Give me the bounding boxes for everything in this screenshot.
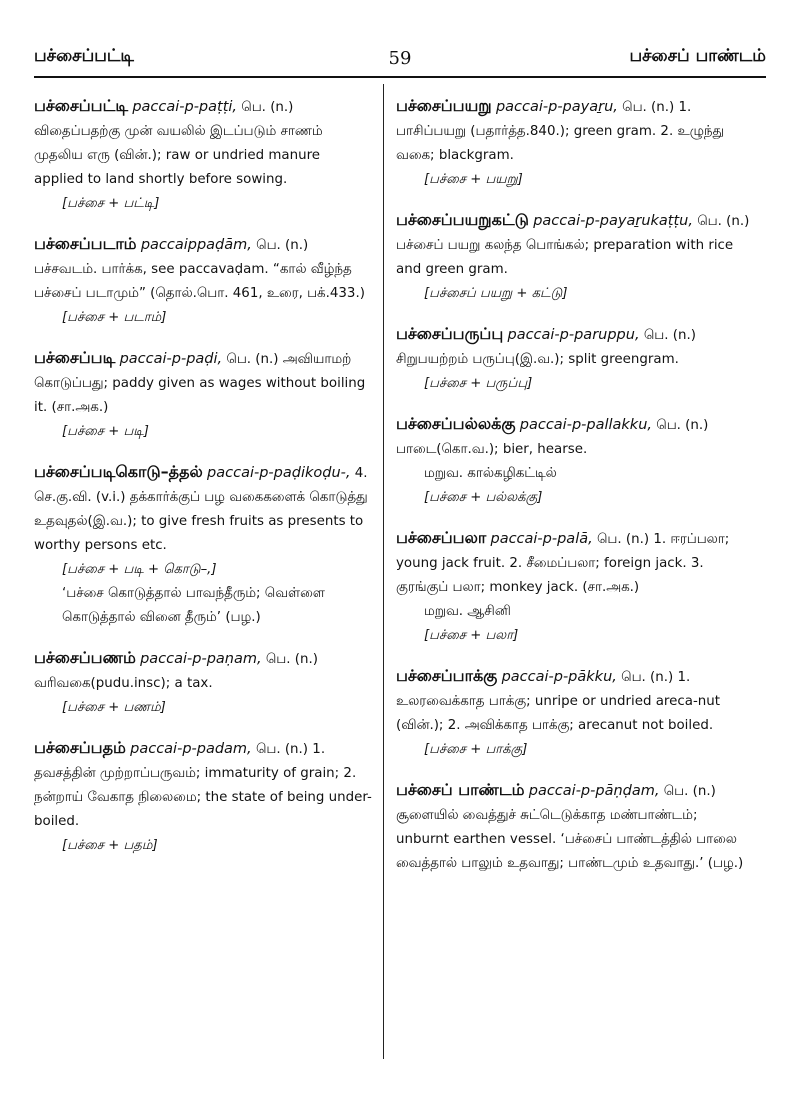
entry-etymology: [பச்சை + பருப்பு] [424, 376, 533, 391]
entry-definition: சிறுபயற்றம் பருப்பு(இ.வ.); split greengram. [396, 352, 679, 367]
left-column [34, 94, 372, 874]
entry-romanization: paccaippaḍām, [140, 237, 252, 253]
entry-etymology: [பச்சை + பல்லக்கு] [424, 490, 543, 505]
entry-romanization: paccai-p-pallakku, [519, 417, 653, 433]
entry-etymology: [பச்சை + பதம்] [62, 838, 158, 853]
page-number: 59 [388, 48, 412, 69]
dictionary-entry [34, 346, 372, 444]
entry-definition: 1. ஈரப்பலா; young jack fruit. 2. சீமைப்பலா; foreign jack. 3. குரங்குப் பலா; monkey jack. (சா.அக.) [396, 532, 730, 595]
entry-grammar: பெ. (n.) [226, 352, 279, 367]
entry-headword: பச்சைப்பாக்கு [396, 666, 498, 685]
entry-grammar: பெ. (n.) [621, 670, 674, 685]
entry-headword: பச்சைப்படாம் [34, 234, 137, 253]
page-header [34, 46, 766, 80]
entry-etymology: [பச்சை + பட்டி] [62, 196, 160, 211]
entry-grammar: பெ. (n.) [622, 100, 675, 115]
entry-proverb: ‘பச்சை கொடுத்தால் பாவந்தீரும்; வெள்ளை கொடுத்தால் வினை தீரும்’ (பழ.) [62, 586, 325, 625]
entry-definition: விதைப்பதற்கு முன் வயலில் இடப்படும் சாணம் முதலிய எரு (வின்.); raw or undried manure applied to land shortly before sowing. [34, 124, 323, 187]
entry-grammar: பெ. (n.) [596, 532, 650, 547]
dictionary-entry [396, 94, 752, 192]
dictionary-entry [396, 526, 752, 648]
entry-headword: பச்சைப்பட்டி [34, 96, 129, 115]
entry-etymology: [பச்சை + பாக்கு] [424, 742, 528, 757]
entry-definition: சூளையில் வைத்துச் சுட்டெடுக்காத மண்பாண்டம்; unburnt earthen vessel. ‘பச்சைப் பாண்டத்தில் பாலை வைத்தால் பாலும் உதவாது; பாண்டமும் உதவாது.’ (பழ.) [396, 808, 744, 871]
header-rule [34, 76, 766, 78]
entry-romanization: paccai-p-padam, [130, 741, 252, 757]
dictionary-entry [34, 232, 372, 330]
entry-headword: பச்சைப்படிகொடு–த்தல் [34, 462, 203, 481]
entry-definition: 1. தவசத்தின் முற்றாப்பருவம்; immaturity of grain; 2. நன்றாய் வேகாத நிலைமை; the state of being under-boiled. [34, 742, 372, 829]
entry-grammar: பெ. (n.) [656, 418, 709, 433]
entry-headword: பச்சைப்பயறு [396, 96, 492, 115]
entry-romanization: paccai-p-paṭṭi, [132, 99, 238, 115]
dictionary-entry [34, 646, 372, 720]
entry-definition: 1. உலரவைக்காத பாக்கு; unripe or undried areca-nut (வின்.); 2. அவிக்காத பாக்கு; arecanut not boiled. [396, 670, 721, 733]
entry-synonym: மறுவ. ஆசினி [424, 604, 511, 619]
entry-grammar: பெ. (n.) [643, 328, 696, 343]
dictionary-entry [396, 664, 752, 762]
entry-etymology: [பச்சைப் பயறு + கட்டு] [424, 286, 568, 301]
dictionary-entry [34, 460, 372, 630]
entry-romanization: paccai-p-paḍi, [119, 351, 223, 367]
dictionary-entry [396, 778, 752, 876]
entry-romanization: paccai-p-payaṟu, [495, 99, 618, 115]
entry-headword: பச்சைப் பாண்டம் [396, 780, 525, 799]
entry-headword: பச்சைப்பதம் [34, 738, 126, 757]
entry-headword: பச்சைப்பயறுகட்டு [396, 210, 529, 229]
right-column [396, 94, 752, 892]
entry-definition: பாடை(கொ.வ.); bier, hearse. [396, 442, 588, 457]
entry-headword: பச்சைப்பலா [396, 528, 487, 547]
entry-definition: 1. பாசிப்பயறு (பதார்த்த.840.); green gram. 2. உழுந்து வகை; blackgram. [396, 100, 725, 163]
entry-romanization: paccai-p-palā, [490, 531, 593, 547]
entry-definition: வரிவகை(pudu.insc); a tax. [34, 676, 213, 691]
entry-definition: அவியாமற் கொடுப்பது; paddy given as wages without boiling it. (சா.அக.) [34, 352, 366, 415]
entry-grammar: பெ. (n.) [697, 214, 750, 229]
entry-etymology: [பச்சை + படி + கொடு–,] [62, 562, 217, 577]
entry-grammar: பெ. (n.) [265, 652, 318, 667]
entry-romanization: paccai-p-paruppu, [507, 327, 640, 343]
entry-grammar: பெ. (n.) [241, 100, 294, 115]
entry-headword: பச்சைப்பருப்பு [396, 324, 504, 343]
entry-etymology: [பச்சை + படாம்] [62, 310, 167, 325]
entry-grammar: பெ. (n.) [255, 742, 309, 757]
entry-definition: செ.கு.வி. (v.i.) தக்கார்க்குப் பழ வகைகளைக் கொடுத்து உதவுதல்(இ.வ.); to give fresh fruits as presents to worthy persons etc. [34, 490, 368, 553]
entry-synonym: மறுவ. கால்கழிகட்டில் [424, 466, 557, 481]
entry-romanization: paccai-p-pākku, [501, 669, 617, 685]
dictionary-entry [396, 322, 752, 396]
entry-romanization: paccai-p-paṇam, [140, 651, 262, 667]
dictionary-entry [396, 208, 752, 306]
entry-grammar: 4. [354, 466, 368, 481]
dictionary-entry [34, 736, 372, 858]
entry-romanization: paccai-p-paḍikoḍu-, [207, 465, 351, 481]
entry-etymology: [பச்சை + பணம்] [62, 700, 166, 715]
dictionary-entry [396, 412, 752, 510]
dictionary-entry [34, 94, 372, 216]
entry-romanization: paccai-p-pāṇḍam, [528, 783, 660, 799]
entry-definition: பச்சவடம். பார்க்க, see paccavaḍam. “கால் வீழ்ந்த பச்சைப் படாமும்” (தொல்.பொ. 461, உரை, பக்.433.) [34, 262, 365, 301]
entry-headword: பச்சைப்பல்லக்கு [396, 414, 516, 433]
entry-grammar: பெ. (n.) [663, 784, 716, 799]
entry-headword: பச்சைப்படி [34, 348, 116, 367]
left-running-headword: பச்சைப்பட்டி [34, 46, 134, 66]
right-running-headword: பச்சைப் பாண்டம் [629, 46, 766, 66]
entry-headword: பச்சைப்பணம் [34, 648, 136, 667]
column-divider [383, 84, 384, 1059]
entry-etymology: [பச்சை + படி] [62, 424, 149, 439]
entry-etymology: [பச்சை + பலா] [424, 628, 519, 643]
entry-grammar: பெ. (n.) [256, 238, 309, 253]
entry-definition: பச்சைப் பயறு கலந்த பொங்கல்; preparation with rice and green gram. [396, 238, 734, 277]
entry-romanization: paccai-p-payaṟukaṭṭu, [533, 213, 693, 229]
entry-etymology: [பச்சை + பயறு] [424, 172, 523, 187]
